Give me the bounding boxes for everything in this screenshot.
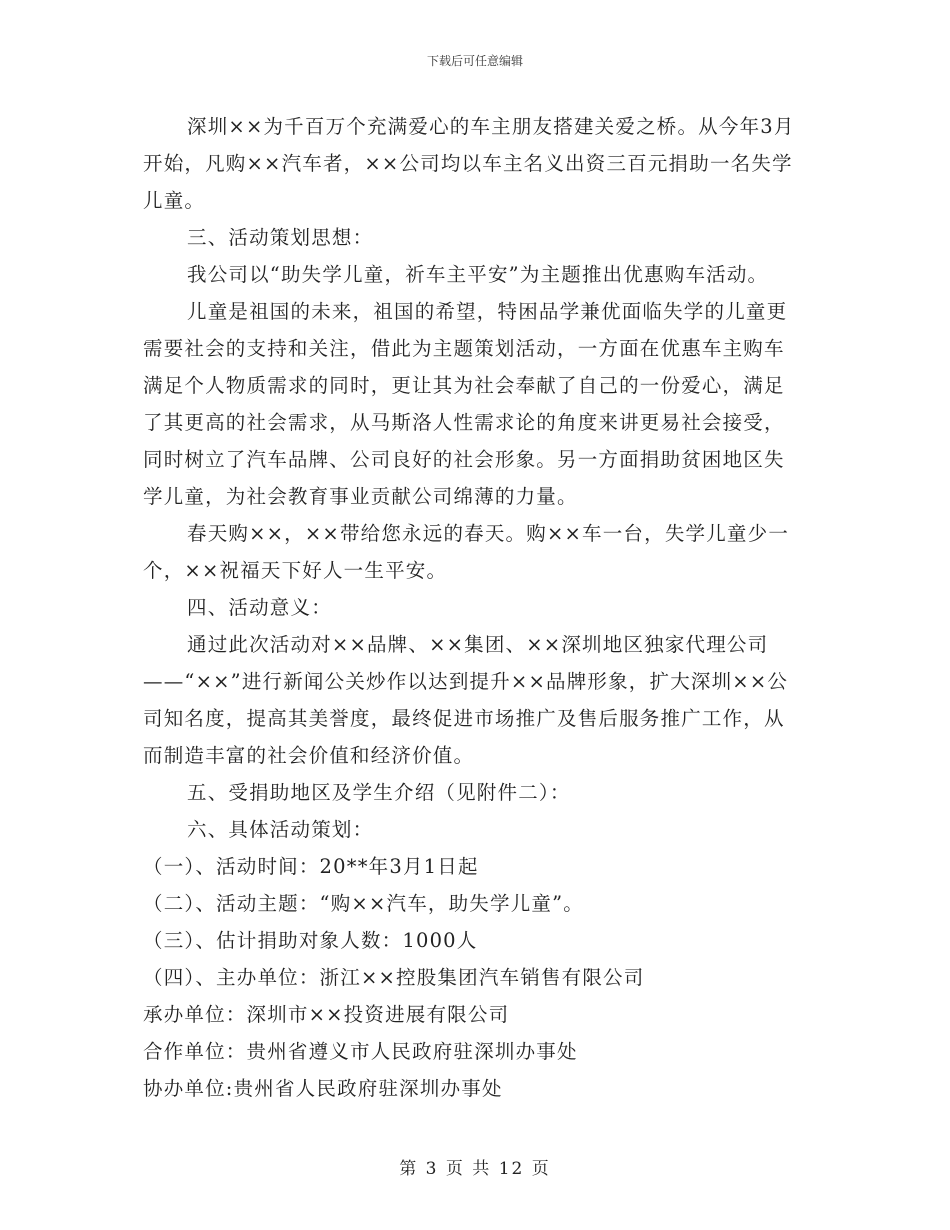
paragraph: 通过此次活动对××品牌、××集团、××深圳地区独家代理公司——“××”进行新闻公关炒作以达到提升××品牌形象，扩大深圳××公司知名度，提高其美誉度，最终促进市场推广及售后服务推广工作，从而制造丰富的社会价值和经济价值。 [143,633,789,767]
paragraph: 儿童是祖国的未来，祖国的希望，特困品学兼优面临失学的儿童更需要社会的支持和关注，借此为主题策划活动，一方面在优惠车主购车满足个人物质需求的同时，更让其为社会奉献了自己的一份爱心，满足了其更高的社会需求，从马斯洛人性需求论的角度来讲更易社会接受，同时树立了汽车品牌、公司良好的社会形象。另一方面捐助贫困地区失学儿童，为社会教育事业贡献公司绵薄的力量。 [143,300,788,508]
list-item: 合作单位：贵州省遵义市人民政府驻深圳办事处 [143,1040,578,1063]
paragraph: 我公司以“助失学儿童，祈车主平安”为主题推出优惠购车活动。 [187,263,769,286]
list-item: 协办单位:贵州省人民政府驻深圳办事处 [143,1077,503,1100]
list-item: （二）、活动主题：“购××汽车，助失学儿童”。 [143,892,584,915]
section-heading: 三、活动策划思想： [187,226,374,249]
page-header: 下载后可任意编辑 [426,54,523,68]
section-heading: 五、受捐助地区及学生介绍（见附件二）： [187,781,571,804]
section-heading: 六、具体活动策划： [187,818,374,841]
page-footer: 第 3 页 共 12 页 [399,1159,551,1179]
document-body [143,108,803,1107]
list-item: 承办单位：深圳市××投资进展有限公司 [143,1003,510,1026]
list-item: （四）、主办单位：浙江××控股集团汽车销售有限公司 [143,966,645,989]
paragraph: 春天购××，××带给您永远的春天。购××车一台，失学儿童少一个，××祝福天下好人一生平安。 [143,522,790,582]
section-heading: 四、活动意义： [187,596,332,619]
paragraph: 深圳××为千百万个充满爱心的车主朋友搭建关爱之桥。从今年3月开始，凡购××汽车者，××公司均以车主名义出资三百元捐助一名失学儿童。 [143,115,795,212]
list-item: （三）、估计捐助对象人数：1000人 [143,929,478,952]
list-item: （一）、活动时间：20**年3月1日起 [143,855,479,878]
